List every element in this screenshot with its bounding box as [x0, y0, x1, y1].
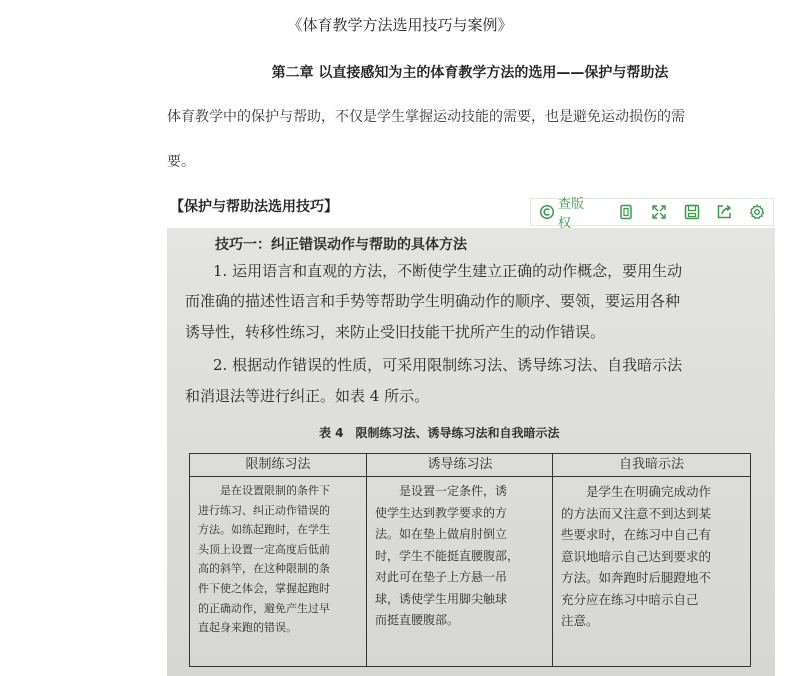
fullscreen-button[interactable]	[643, 199, 676, 225]
table-header-cell: 限制练习法	[190, 454, 366, 477]
copy-button[interactable]	[610, 199, 643, 225]
scan-line: 和消退法等进行纠正。如表 4 所示。	[185, 387, 430, 405]
share-button[interactable]	[708, 199, 741, 225]
table-cell: 是设置一定条件，诱 使学生达到教学要求的方 法。如在垫上做肩肘倒立 时，学生不能挺直腰腹部， 对此可在垫子上方悬一吊 球，诱使学生用脚尖触球 而挺直腰腹部。	[375, 484, 520, 627]
scanned-book-image	[167, 228, 775, 676]
share-icon	[716, 204, 732, 220]
table-cell: 是在设置限制的条件下 进行练习、纠正动作错误的 方法。如练起跑时，在学生 头顶上设置一定高度后低前 高的斜竿，在这种限制的条 件下使之体会，掌握起跑时 的正确动作，避免产生过早 直起身来跑的错误。	[198, 484, 330, 635]
settings-icon	[749, 204, 765, 220]
fullscreen-icon	[651, 204, 667, 220]
scan-line: 诱导性，转移性练习，来防止受旧技能干扰所产生的动作错误。	[185, 323, 606, 341]
scan-line: 而准确的描述性语言和手势等帮助学生明确动作的顺序、要领，要运用各种	[185, 292, 681, 310]
table-column	[552, 454, 750, 666]
document-title: 《体育教学方法选用技巧与案例》	[287, 16, 513, 34]
scan-line: 1. 运用语言和直观的方法，不断使学生建立正确的动作概念，要用生动	[213, 262, 683, 280]
table-cell: 是学生在明确完成动作 的方法而又注意不到达到某 些要求时，在练习中自己有 意识地暗示自己达到要求的 方法。如奔跑时后腿蹬地不 充分应在练习中暗示自己 注意。	[561, 484, 712, 628]
copyright-check-label: 查版权	[558, 197, 585, 231]
chapter-heading: 第二章 以直接感知为主的体育教学方法的选用——保护与帮助法	[271, 65, 669, 81]
copyright-check-button[interactable]	[539, 197, 610, 231]
settings-button[interactable]	[740, 199, 773, 225]
table-column	[366, 454, 553, 666]
table-header-cell: 自我暗示法	[553, 454, 750, 477]
image-toolbar	[530, 197, 774, 231]
save-button[interactable]	[675, 199, 708, 225]
table-column	[190, 454, 366, 666]
tip-title: 技巧一：纠正错误动作与帮助的具体方法	[215, 237, 467, 253]
copy-icon	[619, 204, 633, 220]
intro-paragraph-line-1: 体育教学中的保护与帮助，不仅是学生掌握运动技能的需要，也是避免运动损伤的需	[167, 109, 685, 125]
intro-paragraph-line-2: 要。	[167, 154, 195, 170]
table-header-cell: 诱导练习法	[367, 454, 553, 477]
book-table	[189, 453, 751, 667]
copyright-check-icon	[539, 204, 555, 220]
section-heading: 【保护与帮助法选用技巧】	[170, 199, 338, 215]
scan-line: 2. 根据动作错误的性质，可采用限制练习法、诱导练习法、自我暗示法	[213, 356, 683, 374]
save-icon	[684, 204, 700, 220]
table-caption: 表 4 限制练习法、诱导练习法和自我暗示法	[319, 426, 560, 440]
